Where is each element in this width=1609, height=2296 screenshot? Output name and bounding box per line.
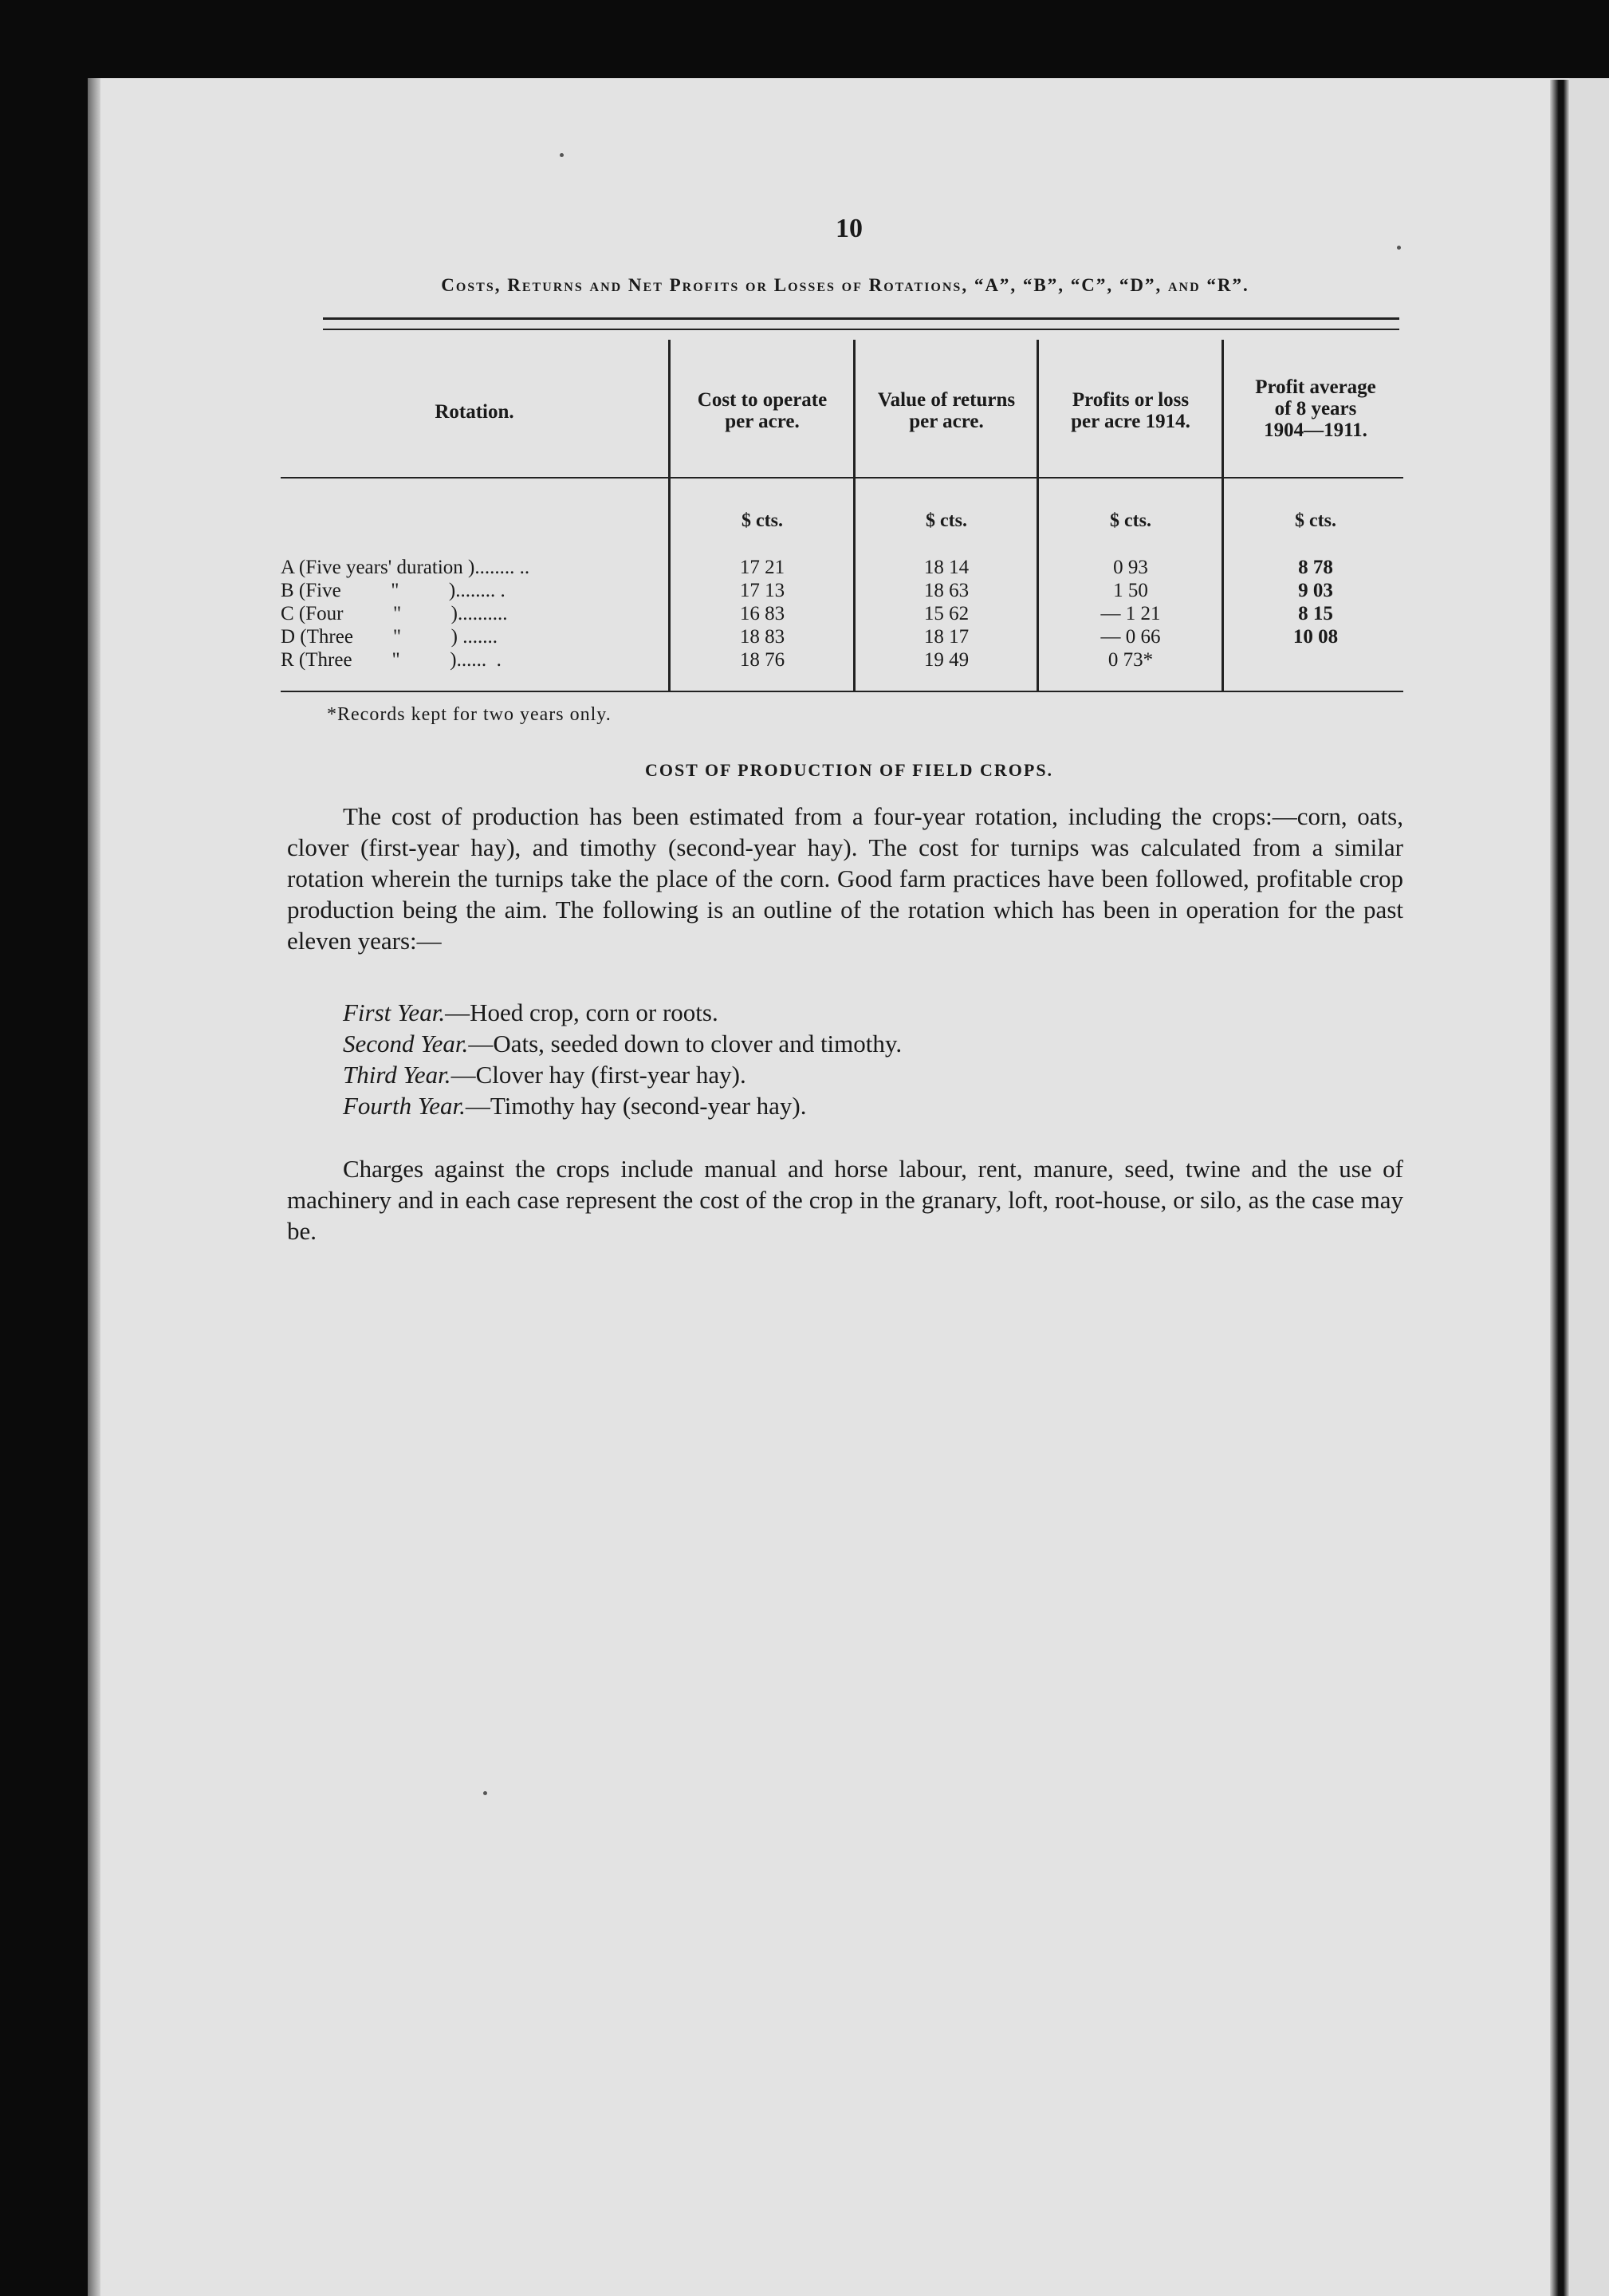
cost-cell: 16 83 bbox=[739, 603, 785, 624]
unit-label: $ cts. bbox=[742, 510, 783, 531]
rotation-year-second bbox=[343, 1028, 902, 1059]
column-divider bbox=[668, 340, 671, 691]
average-cell: 8 78 bbox=[1298, 557, 1333, 578]
value-cell: 19 49 bbox=[923, 649, 970, 671]
column-divider bbox=[1037, 340, 1039, 691]
unit-label: $ cts. bbox=[1110, 510, 1151, 531]
paragraph-intro: The cost of production has been estimated from a four-year rotation, including the crops:—corn, oats, clover (first-year hay), and timothy (second-year hay). The cost for turnips was calculated from a similar rotation wherein the turnips take the place of the corn. Good farm practices have been followed, profitable crop production being the aim. The following is an outline of the rotation which has been in operation for the past eleven years:— bbox=[287, 802, 1403, 955]
scan-speck bbox=[1397, 246, 1401, 250]
value-cell: 18 14 bbox=[923, 557, 970, 578]
unit-label: $ cts. bbox=[1295, 510, 1336, 531]
header-profit: Profits or loss per acre 1914. bbox=[1071, 389, 1190, 432]
table-top-rule-thin bbox=[323, 329, 1399, 330]
table-bottom-rule bbox=[281, 691, 1403, 692]
facing-page-edge bbox=[1569, 78, 1609, 2296]
profit-cell: 1 50 bbox=[1113, 580, 1148, 601]
cost-cell: 17 21 bbox=[739, 557, 785, 578]
profit-cell: — 0 66 bbox=[1100, 626, 1161, 648]
header-value: Value of returns per acre. bbox=[877, 389, 1016, 432]
year-text: —Hoed crop, corn or roots. bbox=[445, 998, 718, 1026]
row-label: A (Five years' duration )........ .. bbox=[281, 557, 530, 578]
profit-cell: 0 93 bbox=[1113, 557, 1148, 578]
year-label: Third Year. bbox=[343, 1061, 451, 1089]
year-label: Fourth Year. bbox=[343, 1092, 466, 1120]
header-average: Profit average of 8 years 1904—1911. bbox=[1255, 376, 1376, 441]
year-label: First Year. bbox=[343, 998, 446, 1026]
row-label: R (Three " )...... . bbox=[281, 649, 502, 671]
unit-label: $ cts. bbox=[926, 510, 967, 531]
value-cell: 18 63 bbox=[923, 580, 970, 601]
section-heading: COST OF PRODUCTION OF FIELD CROPS. bbox=[644, 760, 1054, 780]
page-number: 10 bbox=[836, 214, 863, 243]
average-cell: 8 15 bbox=[1298, 603, 1333, 624]
profit-cell: 0 73* bbox=[1107, 649, 1154, 671]
column-divider bbox=[1222, 340, 1224, 691]
header-rotation: Rotation. bbox=[435, 401, 514, 423]
row-label: B (Five " )........ . bbox=[281, 580, 506, 601]
row-label: C (Four " ).......... bbox=[281, 603, 508, 624]
average-cell: 9 03 bbox=[1298, 580, 1333, 601]
scan-speck bbox=[483, 1791, 487, 1795]
year-text: —Clover hay (first-year hay). bbox=[450, 1061, 746, 1089]
table-top-rule bbox=[323, 317, 1399, 320]
rotation-year-first bbox=[343, 997, 718, 1028]
year-text: —Timothy hay (second-year hay). bbox=[465, 1092, 807, 1120]
rotation-year-fourth bbox=[343, 1090, 807, 1121]
page-left-edge bbox=[88, 78, 100, 2296]
average-cell: 10 08 bbox=[1292, 626, 1339, 648]
book-spine bbox=[1550, 80, 1569, 2296]
value-cell: 18 17 bbox=[923, 626, 970, 648]
cost-cell: 17 13 bbox=[739, 580, 785, 601]
value-cell: 15 62 bbox=[923, 603, 970, 624]
cost-cell: 18 76 bbox=[739, 649, 785, 671]
column-divider bbox=[853, 340, 856, 691]
row-label: D (Three " ) ....... bbox=[281, 626, 498, 648]
rotation-year-third bbox=[343, 1059, 746, 1090]
profit-cell: — 1 21 bbox=[1100, 603, 1161, 624]
cost-cell: 18 83 bbox=[739, 626, 785, 648]
scan-speck bbox=[560, 153, 564, 157]
year-text: —Oats, seeded down to clover and timothy. bbox=[468, 1030, 903, 1057]
paragraph-charges: Charges against the crops include manual and horse labour, rent, manure, seed, twine and the use of machinery and in each case represent the cost of the crop in the granary, loft, root-house, or silo, as the case may be. bbox=[287, 1155, 1403, 1245]
year-label: Second Year. bbox=[343, 1030, 469, 1057]
table-title: Costs, Returns and Net Profits or Losses of Rotations, “A”, “B”, “C”, “D”, and “R”. bbox=[441, 275, 1249, 295]
table-footnote: *Records kept for two years only. bbox=[327, 704, 612, 725]
header-cost: Cost to operate per acre. bbox=[697, 389, 828, 432]
table-header-rule bbox=[281, 477, 1403, 478]
